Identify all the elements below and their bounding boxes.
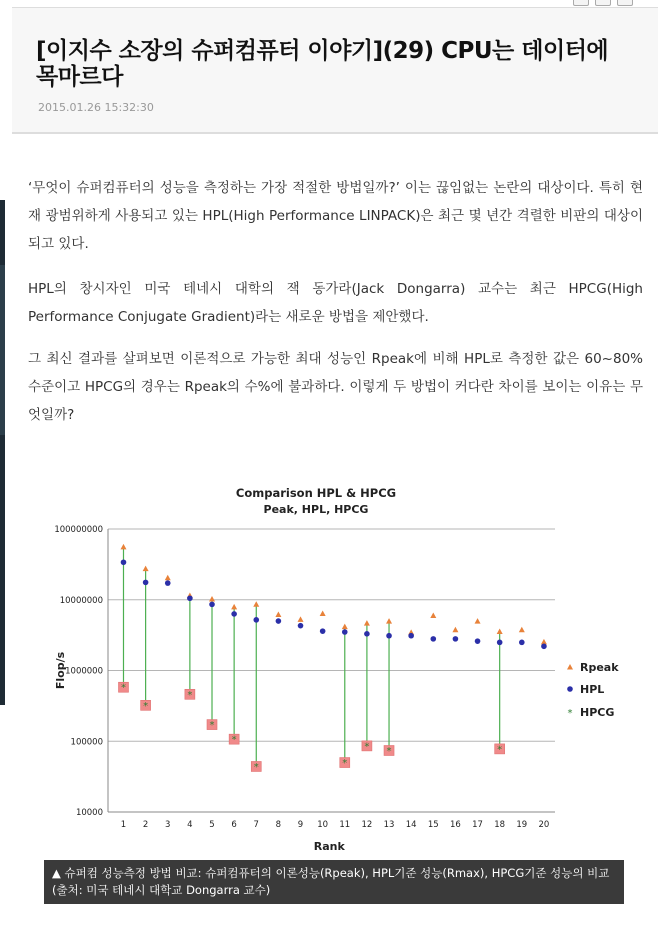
rpeak-point [165,575,171,581]
x-tick-label: 16 [450,820,461,830]
toolbar-icons [573,0,633,6]
y-tick-label: 1000000 [65,666,103,677]
hpl-point [209,602,215,608]
hpcg-point: * [209,720,215,732]
chart-subtitle: Peak, HPL, HPCG [263,503,369,516]
legend-label: HPL [580,683,605,696]
hpl-point [342,629,348,635]
y-tick-label: 100000 [70,737,103,748]
x-tick-label: 12 [361,820,373,830]
hpl-point [121,559,127,565]
hpl-point [320,628,326,634]
legend-rpeak-marker [567,664,573,670]
x-tick-label: 14 [405,820,417,830]
paragraph-1: ‘무엇이 슈퍼컴퓨터의 성능을 측정하는 가장 적절한 방법일까?’ 이는 끊임없는 논란의 대상이다. 특히 현재 광범위하게 사용되고 있는 HPL(High Performance LINPACK)은 최근 몇 년간 격렬한 비판의 대상이 되고 있다. [28,180,643,252]
hpcg-point: * [342,758,348,770]
x-tick-label: 17 [472,820,483,830]
x-tick-label: 5 [209,820,215,830]
x-axis-label: Rank [313,840,345,853]
legend-label: HPCG [580,706,615,719]
print-icon[interactable] [573,0,589,6]
hpcg-point: * [231,734,237,746]
x-tick-label: 4 [187,820,193,830]
rpeak-point [497,629,503,635]
x-tick-label: 6 [231,820,237,830]
font-size-icon[interactable] [617,0,633,6]
rpeak-point [364,620,370,626]
rpeak-point [120,544,126,550]
hpcg-point: * [364,741,370,753]
hpl-point [408,633,414,639]
hpl-point [497,640,503,646]
article-title: [이지수 소장의 슈퍼컴퓨터 이야기](29) CPU는 데이터에 목마르다 [36,38,609,90]
y-axis-label: Flop/s [54,651,67,690]
rpeak-point [253,601,259,607]
rpeak-point [475,618,481,624]
hpl-point [519,640,525,646]
hpl-point [253,617,259,623]
x-tick-label: 10 [317,820,329,830]
figure-caption: ▲ 슈퍼컴 성능측정 방법 비교: 슈퍼컴퓨터의 이론성능(Rpeak), HPL기준 성능(Rmax), HPCG기준 성능의 비교 (출처: 미국 테네시 대학교 Dongarra 교수) [44,860,624,904]
hpcg-point: * [497,744,503,756]
x-tick-label: 15 [427,820,439,830]
hpl-point [276,618,282,624]
hpl-point [364,631,370,637]
y-tick-label: 10000 [75,808,103,818]
y-tick-label: 10000000 [59,595,103,606]
x-tick-label: 8 [275,820,282,830]
hpcg-point: * [187,689,193,701]
rpeak-point [143,566,149,572]
rpeak-point [342,624,348,630]
hpl-point [143,580,149,586]
x-tick-label: 7 [253,820,259,830]
hpl-point [386,633,392,639]
x-tick-label: 20 [538,820,550,830]
hpl-point [541,643,547,649]
x-tick-label: 19 [516,820,528,830]
rpeak-point [519,627,525,633]
rpeak-point [320,610,326,616]
x-tick-label: 13 [383,820,395,830]
x-tick-label: 1 [120,820,127,830]
x-tick-label: 11 [339,820,351,830]
x-tick-label: 9 [297,820,304,830]
rpeak-point [298,616,304,622]
hpl-point [231,611,237,617]
hpl-point [430,636,436,642]
hpl-point [298,623,304,629]
hpl-point [475,638,481,644]
hpl-point [165,580,171,586]
hpcg-point: * [386,746,392,758]
hpcg-point: * [253,761,259,773]
rpeak-point [275,611,281,617]
hpcg-point: * [143,700,149,712]
rpeak-point [209,596,215,602]
paragraph-2: HPL의 창시자인 미국 테네시 대학의 잭 동가라(Jack Dongarra) 교수는 최근 HPCG(High Performance Conjugate Gradient)라는 새로운 방법을 제안했다. [28,281,643,325]
hpl-point [453,636,459,642]
x-tick-label: 3 [165,820,171,830]
paragraph-3: 그 최신 결과를 살펴보면 이론적으로 가능한 최대 성능인 Rpeak에 비해 HPL로 측정한 값은 60~80% 수준이고 HPCG의 경우는 Rpeak의 수%에 불과하다. 이렇게 두 방법이 커다란 차이를 보이는 이유는 무엇일까? [28,351,643,423]
comparison-chart [50,476,630,856]
x-tick-label: 2 [142,820,149,830]
legend-hpl-marker [567,686,573,692]
side-banner-accent [0,265,5,435]
rpeak-point [231,604,237,610]
legend-hpcg-marker: * [567,708,573,719]
chart-title: Comparison HPL & HPCG [235,486,397,500]
x-tick-label: 18 [494,820,506,830]
rpeak-point [386,618,392,624]
email-icon[interactable] [595,0,611,6]
legend-label: Rpeak [580,661,619,674]
y-tick-label: 100000000 [54,525,103,535]
rpeak-point [430,612,436,618]
hpcg-point: * [120,682,126,694]
hpl-point [187,595,193,601]
rpeak-point [452,627,458,633]
article-date: 2015.01.26 15:32:30 [38,101,154,114]
